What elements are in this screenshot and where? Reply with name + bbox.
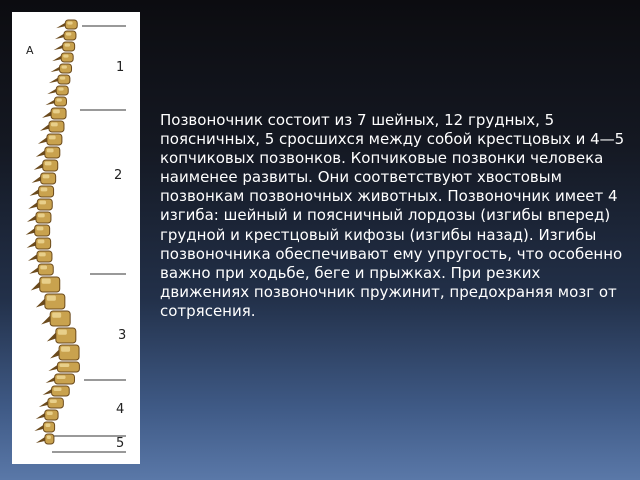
vertebra-highlight [66,33,71,36]
vertebra-highlight [56,99,61,102]
spinous-process [41,316,50,325]
vertebra-highlight [38,214,45,218]
vertebra-highlight [47,412,53,416]
spinous-process [39,401,48,407]
vertebra-highlight [51,123,58,127]
spinous-process [36,299,45,308]
vertebra-highlight [54,388,62,392]
spinous-process [49,78,58,83]
spinous-process [51,67,60,72]
spinous-process [28,254,37,261]
vertebra-highlight [39,201,46,205]
vertebra-highlight [45,424,50,428]
spinous-process [42,111,51,118]
vertebra-highlight [39,253,46,257]
panel-letter: A [26,44,34,57]
spinous-process [54,45,63,50]
vertebra-highlight [52,313,61,318]
vertebra [43,422,54,432]
spinous-process [56,23,65,28]
spinous-process [47,333,56,342]
spinous-process [48,365,57,371]
spinous-process [45,100,54,105]
vertebra-highlight [61,347,70,352]
region-number-coccygeal: 5 [116,436,125,451]
vertebra [55,374,75,384]
spinous-process [32,176,41,183]
spinous-process [36,413,45,419]
spinous-process [47,89,56,94]
spine-drawing [12,12,140,464]
vertebra [57,362,79,372]
region-number-thoracic: 2 [114,168,123,183]
spine-illustration [12,12,140,464]
spinous-process [27,215,36,222]
spinous-process [36,150,45,157]
spinous-process [26,228,35,235]
vertebra-highlight [42,279,51,284]
region-number-cervical: 1 [116,60,125,75]
vertebra-highlight [57,376,66,380]
vertebra-highlight [47,436,51,440]
vertebra-highlight [37,227,44,231]
vertebra-highlight [40,266,47,270]
vertebra [45,410,58,420]
vertebra [48,398,64,408]
vertebra-highlight [63,55,68,58]
vertebra-highlight [47,149,54,153]
spine-description: Позвоночник состоит из 7 шейных, 12 грудных, 5 поясничных, 5 сросшихся между собой крестцовых и 4—5 копчиковых позвонков. Копчиковые позвонки человека наименее развиты. Они соответствуют хвостовым позвонкам позвоночных животных. Позвоночник имеет 4 изгиба: шейный и поясничный лордозы (изгибы вперед) грудной и крестцовый кифозы (изгибы назад). Изгибы позвоночника обеспечивают ему упругость, что особенно важно при ходьбе, беге и прыжках. При резких движениях позвоночник пружинит, предохраняя мозг от сотрясения. [160,111,625,320]
vertebra-highlight [50,400,57,404]
vertebra-highlight [45,162,52,166]
vertebra-highlight [49,136,56,140]
spinous-process [29,267,38,274]
vertebra-highlight [58,330,67,335]
vertebra-highlight [41,188,48,192]
vertebra [52,386,70,396]
spinous-process [27,241,36,248]
spinous-process [52,56,61,61]
vertebra-highlight [43,175,50,179]
vertebra-highlight [60,77,65,80]
vertebra-highlight [53,110,60,114]
vertebra-highlight [47,296,56,301]
vertebra-highlight [62,66,67,69]
region-number-lumbar: 3 [118,328,127,343]
spinous-process [36,437,45,443]
region-number-sacral: 4 [116,402,125,417]
spinous-process [55,34,64,39]
vertebrae-column [26,20,80,444]
vertebra-highlight [58,88,63,91]
spinous-process [30,189,39,196]
spinous-process [34,425,43,431]
vertebra-highlight [67,22,72,25]
vertebra-highlight [65,44,70,47]
spinous-process [38,137,47,144]
spinous-process [28,202,37,209]
spinous-process [31,282,40,291]
spinous-process [46,377,55,383]
spinous-process [34,163,43,170]
spinous-process [40,124,49,131]
spinous-process [50,350,59,359]
vertebra-highlight [59,364,69,368]
vertebra-highlight [38,240,45,244]
spinous-process [43,389,52,395]
